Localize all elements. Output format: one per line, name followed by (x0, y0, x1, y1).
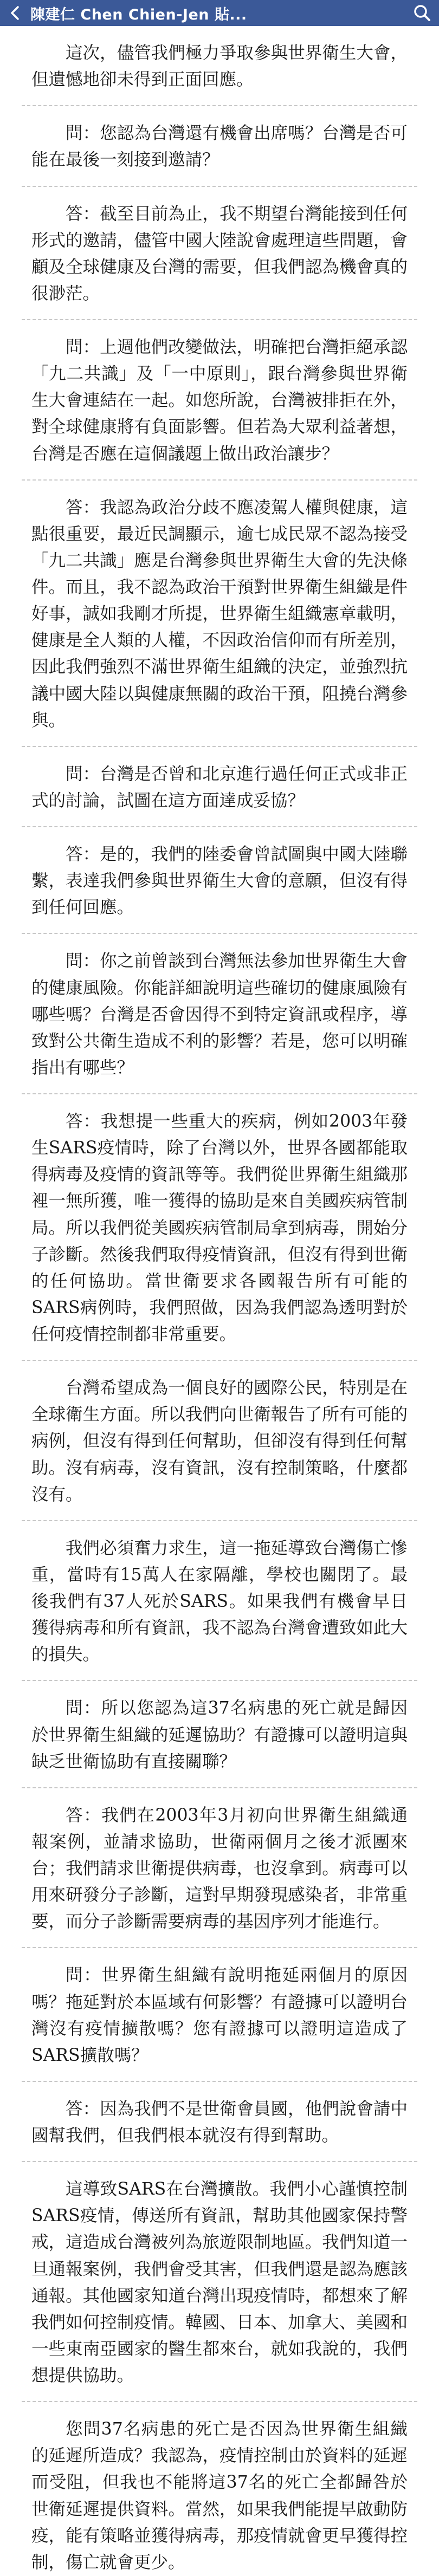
question-paragraph: 問：你之前曾談到台灣無法參加世界衛生大會的健康風險。你能詳細說明這些確切的健康風險有哪些嗎？台灣是否會因得不到特定資訊或程序，導致對公共衛生造成不利的影響？若是，您可以明確指出有哪些？ (31, 951, 408, 1078)
post-body (0, 26, 439, 2576)
question-paragraph: 問：世界衛生組織有說明拖延兩個月的原因嗎？拖延對於本區域有何影響？有證據可以證明台灣沒有疫情擴散嗎？您有證據可以證明這造成了SARS擴散嗎？ (31, 1965, 408, 2065)
question-paragraph: 問：上週他們改變做法，明確把台灣拒絕承認「九二共識」及「一中原則」，跟台灣參與世界衛生大會連結在一起。如您所說，台灣被排拒在外，對全球健康將有負面影響。但若為大眾利益著想，台灣是否應在這個議題上做出政治讓步？ (31, 338, 408, 464)
answer-paragraph: 答：是的，我們的陸委會曾試圖與中國大陸聯繫，表達我們參與世界衛生大會的意願，但沒有得到任何回應。 (31, 845, 408, 918)
question-paragraph: 問：您認為台灣還有機會出席嗎？台灣是否可能在最後一刻接到邀請？ (31, 124, 408, 170)
question-paragraph: 問：台灣是否曾和北京進行過任何正式或非正式的討論，試圖在這方面達成妥協？ (31, 764, 408, 810)
answer-paragraph: 這導致SARS在台灣擴散。我們小心謹慎控制SARS疫情，傳送所有資訊，幫助其他國家保持警戒，這造成台灣被列為旅遊限制地區。我們知道一旦通報案例，我們會受其害，但我們還是認為應該通報。其他國家知道台灣出現疫情時，都想來了解我們如何控制疫情。韓國、日本、加拿大、美國和一些東南亞國家的醫生都來台，就如我說的，我們想提供協助。 (31, 2179, 408, 2385)
top-bar (0, 0, 439, 26)
answer-paragraph: 我們必須奮力求生，這一拖延導致台灣傷亡慘重，當時有15萬人在家隔離，學校也關閉了。最後我們有37人死於SARS。如果我們有機會早日獲得病毒和所有資訊，我不認為台灣會遭致如此大的損失。 (31, 1538, 408, 1665)
search-button[interactable] (405, 0, 439, 26)
answer-paragraph: 答：我想提一些重大的疾病，例如2003年發生SARS疫情時，除了台灣以外，世界各國都能取得病毒及疫情的資訊等等。我們從世界衛生組織那裡一無所獲，唯一獲得的協助是來自美國疾病管制局。所以我們從美國疾病管制局拿到病毒，開始分子診斷。然後我們取得疫情資訊，但沒有得到世衛的任何協助。當世衛要求各國報告所有可能的SARS病例時，我們照做，因為我們認為透明對於任何疫情控制都非常重要。 (31, 1112, 408, 1344)
post-paragraph: 這次，儘管我們極力爭取參與世界衛生大會，但遺憾地卻未得到正面回應。 (31, 43, 408, 90)
answer-paragraph: 台灣希望成為一個良好的國際公民，特別是在全球衛生方面。所以我們向世衛報告了所有可能的病例，但沒有得到任何幫助，但卻沒有得到任何幫助。沒有病毒，沒有資訊，沒有控制策略，什麼都沒有。 (31, 1378, 408, 1504)
back-button[interactable] (0, 0, 30, 26)
search-icon (413, 4, 431, 22)
answer-paragraph: 答：我認為政治分歧不應凌駕人權與健康，這點很重要，最近民調顯示，逾七成民眾不認為接受「九二共識」應是台灣參與世界衛生大會的先決條件。而且，我不認為政治干預對世界衛生組織是件好事，誠如我剛才所提，世界衛生組織憲章載明，健康是全人類的人權，不因政治信仰而有所差別，因此我們強烈不滿世界衛生組織的決定，並強烈抗議中國大陸以與健康無關的政治干預，阻撓台灣參與。 (31, 497, 408, 730)
answer-paragraph: 答：截至目前為止，我不期望台灣能接到任何形式的邀請，儘管中國大陸說會處理這些問題，會顧及全球健康及台灣的需要，但我們認為機會真的很渺茫。 (31, 204, 408, 303)
answer-paragraph: 您問37名病患的死亡是否因為世界衛生組織的延遲所造成？我認為，疫情控制由於資料的延遲而受阻，但我也不能將這37名的死亡全都歸咎於世衛延遲提供資料。當然，如果我們能提早啟動防疫，能有策略並獲得病毒，那疫情就會更早獲得控制，傷亡就會更少。 (31, 2419, 408, 2572)
answer-paragraph: 答：我們在2003年3月初向世界衛生組織通報案例，並請求協助，世衛兩個月之後才派團來台；我們請求世衛提供病毒，也沒拿到。病毒可以用來研發分子診斷，這對早期發現感染者，非常重要，而分子診斷需要病毒的基因序列才能進行。 (31, 1805, 408, 1932)
back-arrow-icon (7, 5, 23, 21)
answer-paragraph: 答：因為我們不是世衛會員國，他們說會請中國幫我們，但我們根本就沒有得到幫助。 (31, 2099, 408, 2145)
page-title: 陳建仁 Chen Chien-Jen 貼... (30, 6, 247, 23)
question-paragraph: 問：所以您認為這37名病患的死亡就是歸因於世界衛生組織的延遲協助？有證據可以證明這與缺乏世衛協助有直接關聯？ (31, 1698, 408, 1772)
